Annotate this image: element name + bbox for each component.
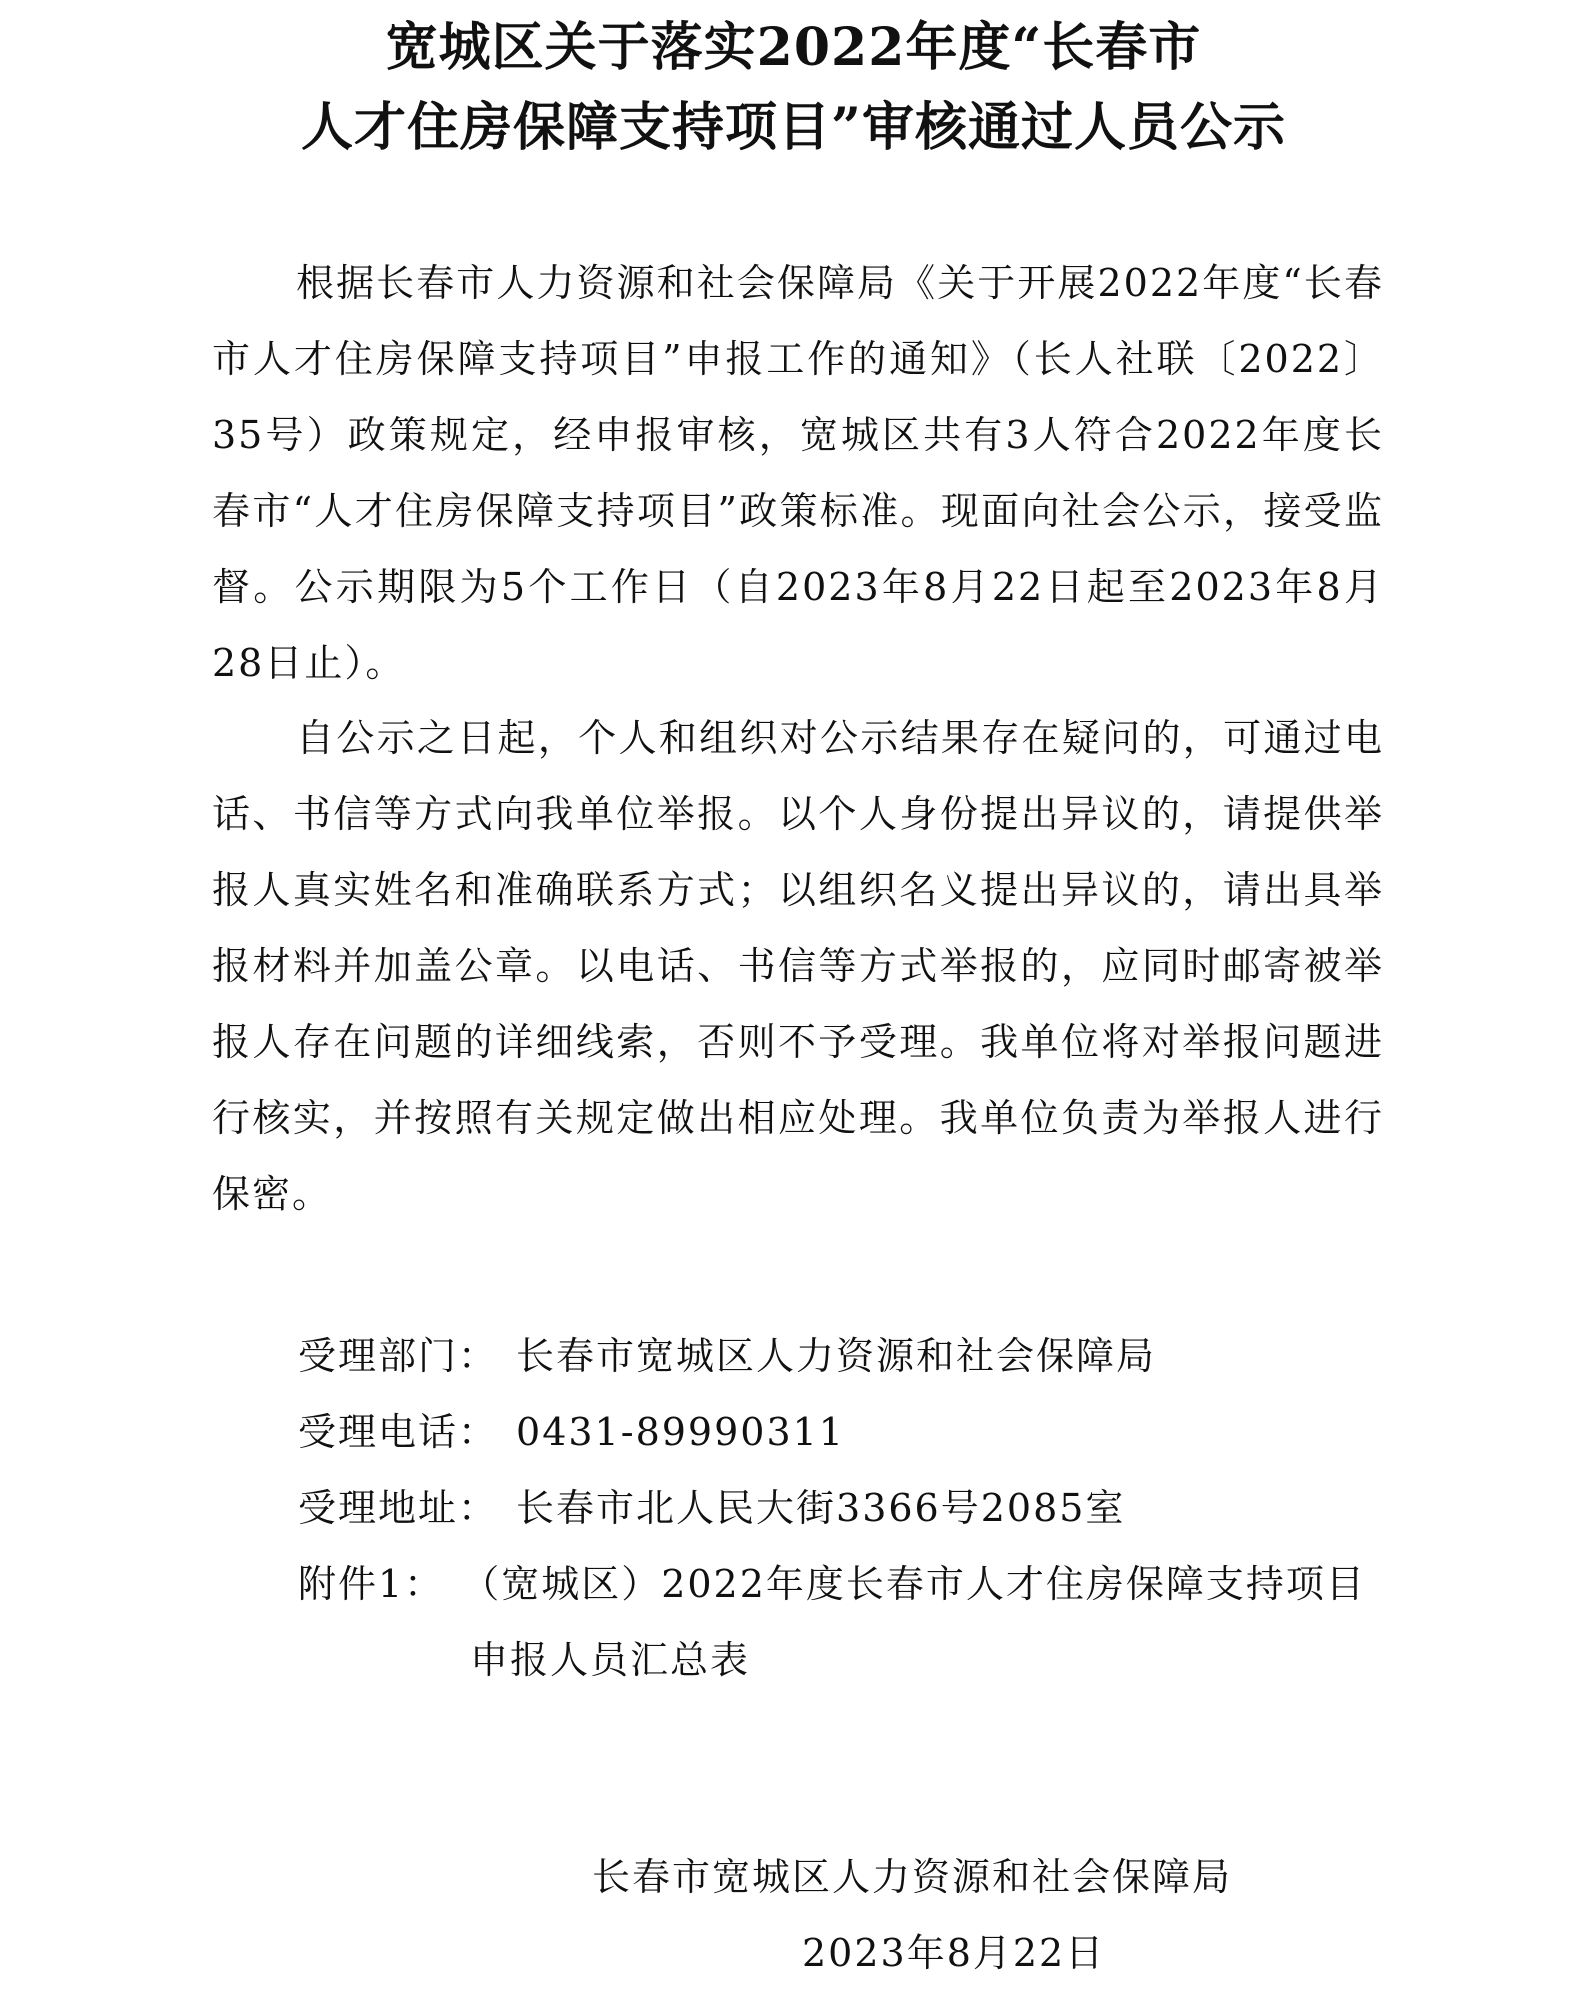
info-row-phone [298, 1394, 845, 1470]
body-paragraph-policy: 根据长春市人力资源和社会保障局《关于开展2022年度“长春市人才住房保障支持项目”申报工作的通知》（长人社联〔2022〕35号）政策规定，经申报审核，宽城区共有3人符合2022年度长春市“人才住房保障支持项目”政策标准。现面向社会公示，接受监督。公示期限为5个工作日（自2023年8月22日起至2023年8月28日止）。 [212, 261, 1384, 685]
info-row-attachment [298, 1546, 1366, 1622]
department-value: 长春市宽城区人力资源和社会保障局 [516, 1334, 1157, 1378]
document-title-line-2: 人才住房保障支持项目”审核通过人员公示 [301, 97, 1286, 158]
attachment-title[interactable]: （宽城区）2022年度长春市人才住房保障支持项目 [480, 1562, 1366, 1606]
attachment-title-continued[interactable]: 申报人员汇总表 [470, 1638, 751, 1682]
signature-organization: 长春市宽城区人力资源和社会保障局 [592, 1855, 1233, 1899]
info-row-address [298, 1470, 1125, 1546]
phone-value: 0431-89990311 [516, 1410, 845, 1454]
signature-date: 2023年8月22日 [802, 1931, 1106, 1975]
address-value: 长春市北人民大街3366号2085室 [516, 1486, 1126, 1530]
info-row-department [298, 1318, 1156, 1394]
document-title-line-1: 宽城区关于落实2022年度“长春市 [385, 17, 1202, 78]
body-paragraph-report: 自公示之日起，个人和组织对公示结果存在疑问的，可通过电话、书信等方式向我单位举报。以个人身份提出异议的，请提供举报人真实姓名和准确联系方式；以组织名义提出异议的，请出具举报材料并加盖公章。以电话、书信等方式举报的，应同时邮寄被举报人存在问题的详细线索，否则不予受理。我单位将对举报问题进行核实，并按照有关规定做出相应处理。我单位负责为举报人进行保密。 [212, 716, 1384, 1216]
department-label: 受理部门： [298, 1334, 499, 1378]
attachment-label: 附件1： [298, 1562, 445, 1606]
info-row-attachment-continued [470, 1622, 750, 1698]
phone-label: 受理电话： [298, 1410, 499, 1454]
address-label: 受理地址： [298, 1486, 499, 1530]
